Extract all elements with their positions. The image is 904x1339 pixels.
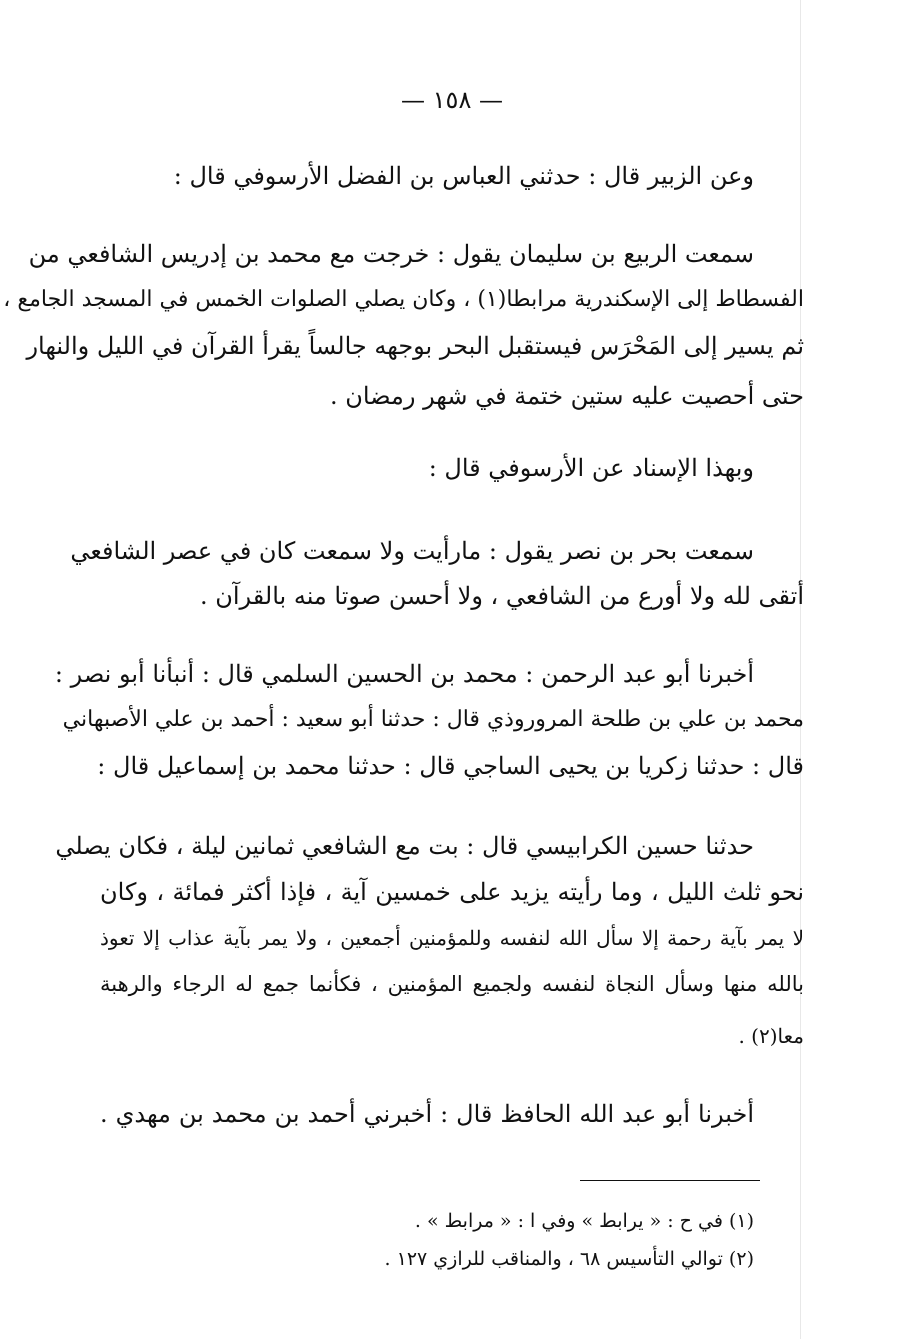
text-line: وعن الزبير قال : حدثني العباس بن الفضل الأرسوفي قال : (173, 162, 754, 190)
text-line: حتى أحصيت عليه ستين ختمة في شهر رمضان . (329, 382, 804, 410)
page-number: — ١٥٨ — (401, 86, 503, 114)
text-line: أخبرنا أبو عبد الله الحافظ قال : أخبرني أحمد بن محمد بن مهدي . (100, 1100, 754, 1128)
text-line: بالله منها وسأل النجاة لنفسه ولجميع المؤمنين ، فكأنما جمع له الرجاء والرهبة (100, 972, 804, 996)
text-line: نحو ثلث الليل ، وما رأيته يزيد على خمسين آية ، فإذا أكثر فمائة ، وكان (100, 878, 804, 906)
text-line: معا(٢) . (738, 1024, 804, 1048)
text-line: أخبرنا أبو عبد الرحمن : محمد بن الحسين السلمي قال : أنبأنا أبو نصر : (54, 660, 754, 688)
text-line: لا يمر بآية رحمة إلا سأل الله لنفسه وللمؤمنين أجمعين ، ولا يمر بآية عذاب إلا تعوذ (100, 926, 804, 950)
text-line: الفسطاط إلى الإسكندرية مرابطا(١) ، وكان يصلي الصلوات الخمس في المسجد الجامع ، (3, 287, 804, 312)
text-line: قال : حدثنا زكريا بن يحيى الساجي قال : حدثنا محمد بن إسماعيل قال : (97, 752, 804, 780)
text-line: حدثنا حسين الكرابيسي قال : بت مع الشافعي ثمانين ليلة ، فكان يصلي (55, 832, 754, 860)
text-line: سمعت الربيع بن سليمان يقول : خرجت مع محمد بن إدريس الشافعي من (28, 240, 754, 268)
text-line: ثم يسير إلى المَحْرَس فيستقبل البحر بوجهه جالساً يقرأ القرآن في الليل والنهار (26, 332, 804, 360)
footnote-separator (580, 1180, 760, 1181)
text-line: وبهذا الإسناد عن الأرسوفي قال : (428, 454, 754, 482)
text-line: سمعت بحر بن نصر يقول : مارأيت ولا سمعت كان في عصر الشافعي (70, 537, 754, 565)
footnote: (١) في ح : « يرابط » وفي ا : « مرابط » . (414, 1210, 754, 1232)
footnote: (٢) توالي التأسيس ٦٨ ، والمناقب للرازي ١٢٧ . (384, 1248, 754, 1270)
scan-shadow-line (800, 0, 801, 1339)
text-line: محمد بن علي بن طلحة المروروذي قال : حدثنا أبو سعيد : أحمد بن علي الأصبهاني (62, 707, 804, 732)
text-line: أتقى لله ولا أورع من الشافعي ، ولا أحسن صوتا منه بالقرآن . (199, 582, 804, 610)
